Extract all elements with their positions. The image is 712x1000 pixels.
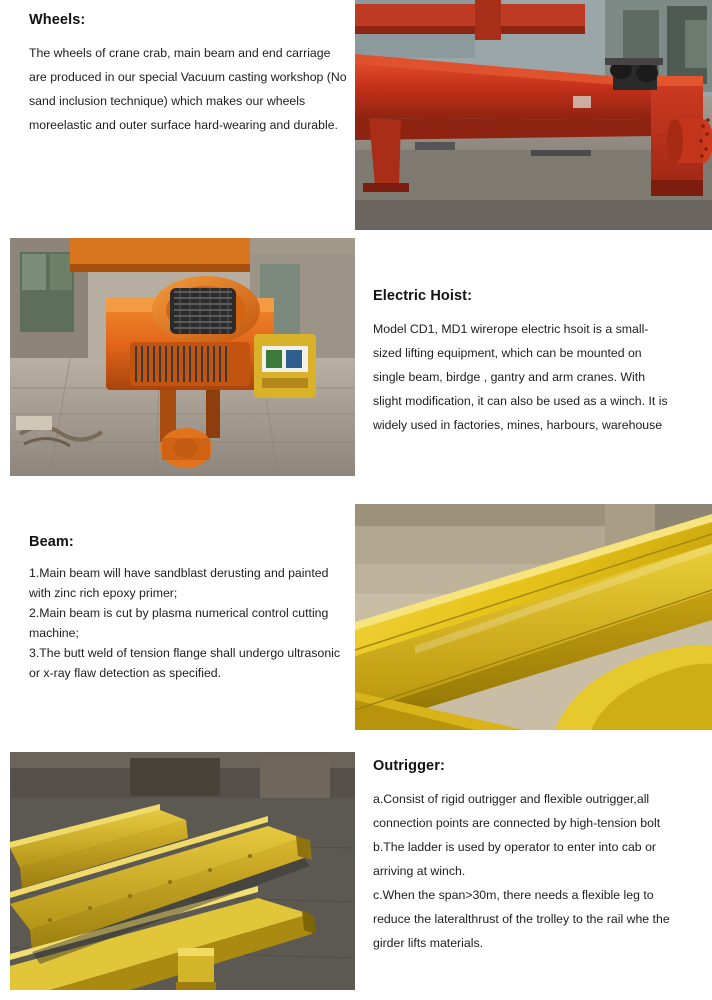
- section-outrigger-title: Outrigger:: [373, 758, 445, 774]
- beam-line-4: machine;: [29, 625, 79, 640]
- yellow-girders-yard-photo: [10, 752, 355, 990]
- section-electric-hoist-text: [373, 288, 673, 438]
- outrigger-line-6: reduce the lateralthrust of the trolley to the rail whe the: [373, 911, 670, 926]
- outrigger-line-5: c.When the span>30m, there needs a flexible leg to: [373, 887, 654, 902]
- beam-line-3: 2.Main beam is cut by plasma numerical control cutting: [29, 605, 329, 620]
- section-wheels-text: [29, 12, 349, 138]
- beam-line-2: with zinc rich epoxy primer;: [29, 585, 178, 600]
- section-beam-title: Beam:: [29, 534, 74, 550]
- section-beam-body: [29, 564, 349, 683]
- section-outrigger-text: [373, 758, 675, 956]
- section-wheels-body: The wheels of crane crab, main beam and end carriage are produced in our special Vacuum casting workshop (No sand inclusion technique) which makes our wheels moreelastic and outer surface hard-wearing and durable.: [29, 46, 347, 132]
- red-crane-girder-photo: [355, 0, 712, 230]
- outrigger-line-1: a.Consist of rigid outrigger and flexible outrigger,all: [373, 792, 650, 806]
- beam-line-5: 3.The butt weld of tension flange shall undergo ultrasonic: [29, 645, 341, 660]
- section-outrigger-body: [373, 788, 675, 956]
- section-electric-hoist-body: Model CD1, MD1 wirerope electric hsoit is a small-sized lifting equipment, which can be mounted on single beam, birdge , gantry and arm cranes. With slight modification, it can also be used as a winch. It is widely used in factories, mines, harbours, warehouse: [373, 322, 668, 432]
- outrigger-line-3: b.The ladder is used by operator to enter into cab or: [373, 839, 656, 854]
- orange-electric-hoist-photo: [10, 238, 355, 476]
- section-wheels-title: Wheels:: [29, 12, 86, 28]
- outrigger-line-7: girder lifts materials.: [373, 935, 484, 950]
- beam-line-6: or x-ray flaw detection as specified.: [29, 665, 222, 680]
- beam-line-1: 1.Main beam will have sandblast derusting and painted: [29, 566, 329, 580]
- yellow-beam-closeup-photo: [355, 504, 712, 730]
- outrigger-line-2: connection points are connected by high-tension bolt: [373, 815, 661, 830]
- section-beam-text: [29, 534, 349, 683]
- section-electric-hoist-title: Electric Hoist:: [373, 288, 472, 304]
- outrigger-line-4: arriving at winch.: [373, 863, 466, 878]
